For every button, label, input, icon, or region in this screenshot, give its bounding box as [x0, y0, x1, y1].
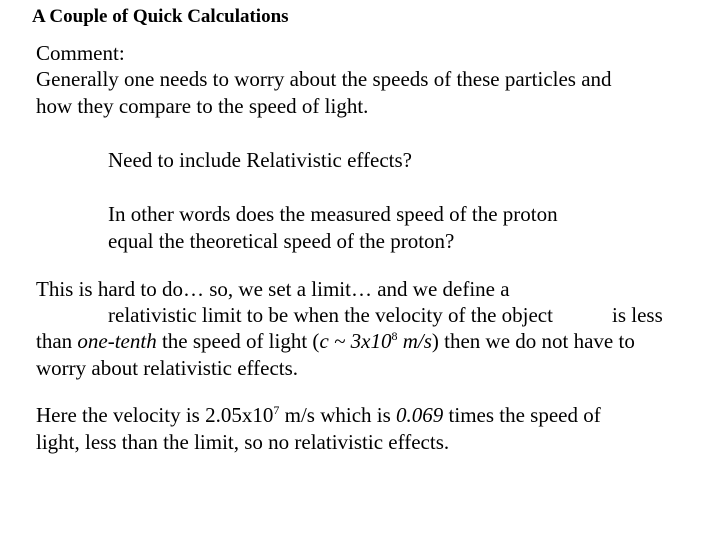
result-line-1-c: times the speed of [443, 403, 601, 427]
result-line-1 [36, 402, 601, 428]
limit-line-3-a: than [36, 329, 78, 353]
result-line-1-b: m/s which is [279, 403, 397, 427]
speed-of-light-units: m/s [397, 329, 432, 353]
slide-title: A Couple of Quick Calculations [32, 6, 289, 27]
comment-line-2: how they compare to the speed of light. [36, 94, 369, 118]
result-line-1-a: Here the velocity is 2.05x10 [36, 403, 274, 427]
comment-label: Comment: [36, 41, 125, 65]
limit-line-3-e: ) then we do not have to [431, 329, 635, 353]
limit-line-2-end: is less [612, 303, 663, 327]
limit-line-1: This is hard to do… so, we set a limit… and we define a [36, 277, 510, 301]
relativistic-question: Need to include Relativistic effects? [108, 148, 412, 172]
velocity-ratio: 0.069 [396, 403, 444, 427]
velocity-exponent: 7 [273, 403, 280, 417]
other-words-line-2: equal the theoretical speed of the proton? [108, 229, 455, 253]
limit-line-4: worry about relativistic effects. [36, 356, 299, 380]
speed-of-light-exponent: 8 [391, 329, 398, 343]
limit-line-2: relativistic limit to be when the velocity of the object [108, 303, 553, 327]
one-tenth-text: one-tenth [77, 329, 157, 353]
limit-line-3 [36, 328, 635, 354]
comment-line-1: Generally one needs to worry about the speeds of these particles and [36, 67, 612, 91]
result-line-2: light, less than the limit, so no relativistic effects. [36, 430, 450, 454]
other-words-line-1: In other words does the measured speed of the proton [108, 202, 558, 226]
speed-of-light-value: c ~ 3x10 [319, 329, 392, 353]
limit-line-3-b: the speed of light ( [156, 329, 320, 353]
